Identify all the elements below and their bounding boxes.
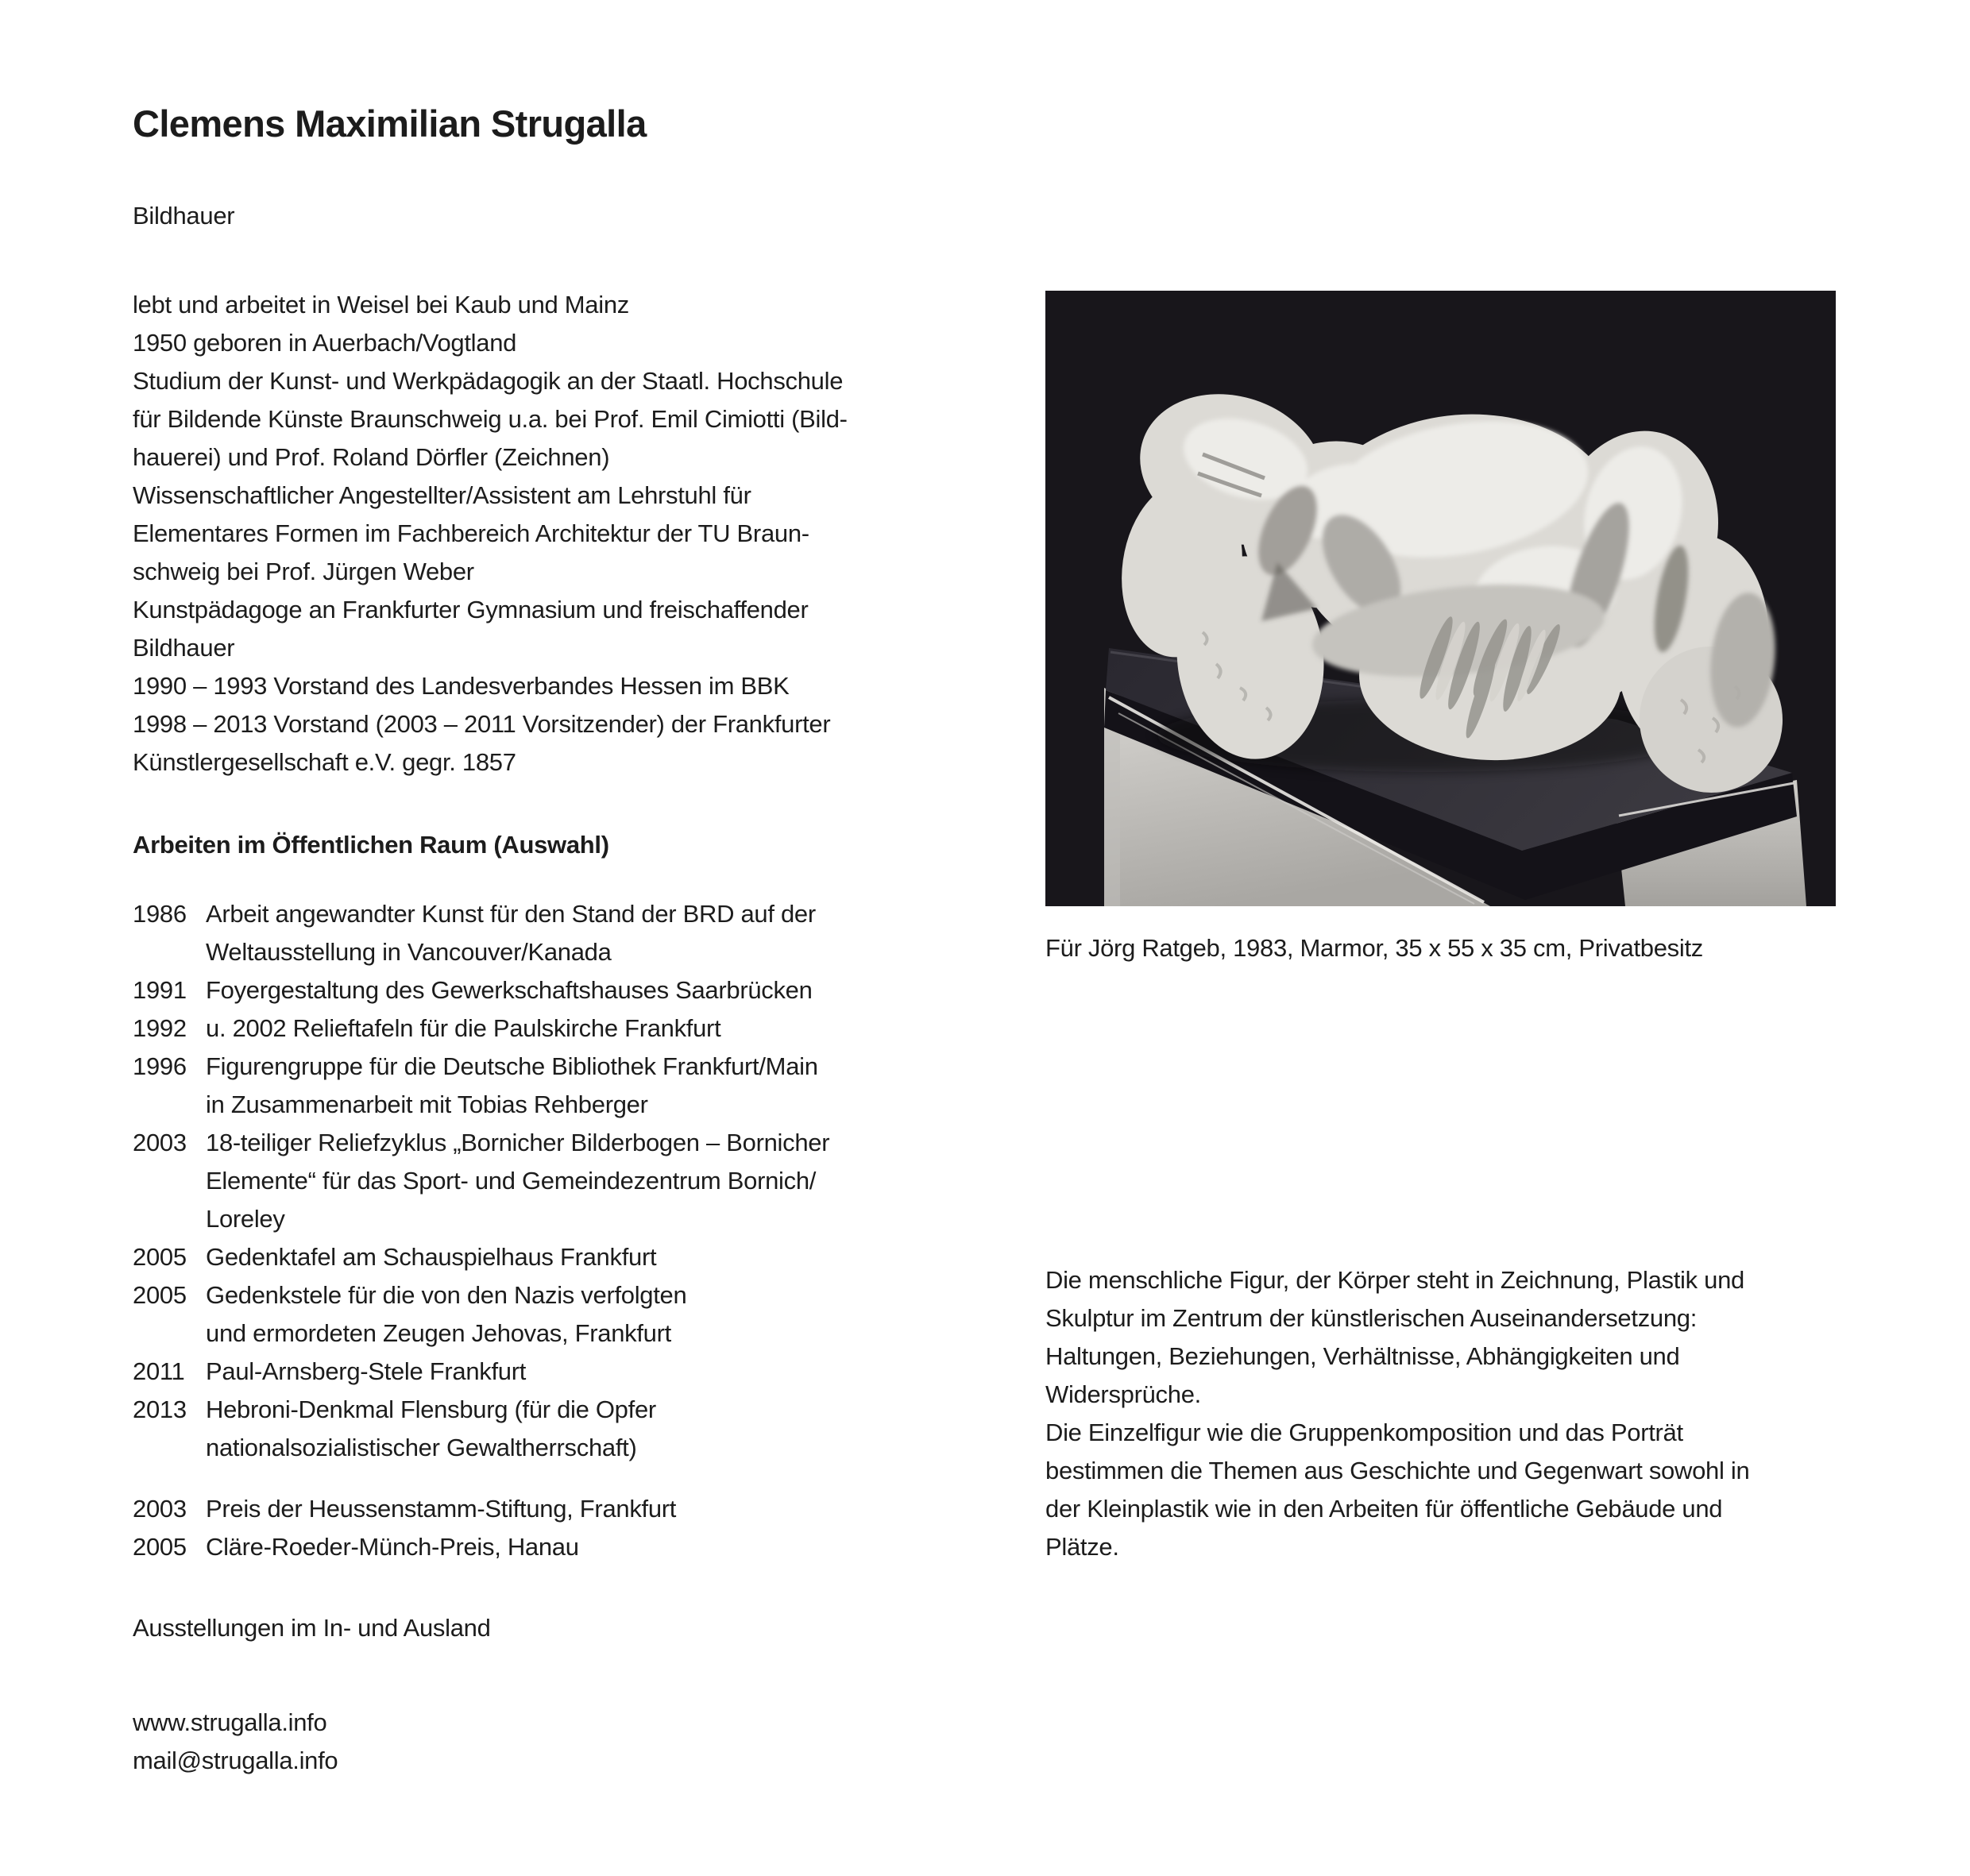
work-year: 1996 [133, 1052, 187, 1080]
award-text: Cläre-Roeder-Münch-Preis, Hanau [206, 1533, 579, 1561]
work-item [133, 1276, 829, 1353]
description-line: der Kleinplastik wie in den Arbeiten für öffentliche Gebäude und [1045, 1495, 1723, 1523]
work-year: 2013 [133, 1395, 187, 1423]
work-item [133, 1391, 829, 1467]
biography-section [133, 286, 848, 782]
description-line: Plätze. [1045, 1533, 1119, 1561]
work-year: 2011 [133, 1357, 185, 1385]
award-item [133, 1528, 676, 1566]
work-item [133, 1238, 829, 1276]
subtitle: Bildhauer [133, 202, 235, 230]
website-text: www.strugalla.info [133, 1708, 327, 1736]
page-title: Clemens Maximilian Strugalla [133, 102, 647, 145]
work-text: Paul-Arnsberg-Stele Frankfurt [206, 1357, 527, 1385]
description-line: Skulptur im Zentrum der künstlerischen Auseinandersetzung: [1045, 1304, 1698, 1332]
work-year: 1992 [133, 1014, 187, 1042]
bio-line: Studium der Kunst- und Werkpädagogik an der Staatl. Hochschule [133, 367, 844, 395]
exhibitions-note: Ausstellungen im In- und Ausland [133, 1614, 491, 1642]
bio-line: schweig bei Prof. Jürgen Weber [133, 558, 474, 585]
description-line: Die menschliche Figur, der Körper steht in Zeichnung, Plastik und [1045, 1266, 1744, 1294]
work-text: 18-teiliger Reliefzyklus „Bornicher Bilderbogen – Bornicher Elemente“ für das Sport- und Gemeindezentrum Bornich/ Loreley [206, 1129, 830, 1233]
bio-line: Bildhauer [133, 634, 235, 662]
work-item [133, 1009, 829, 1048]
bio-line: hauerei) und Prof. Roland Dörfler (Zeichnen) [133, 443, 610, 471]
work-item [133, 1048, 829, 1124]
description-line: Widersprüche. [1045, 1380, 1201, 1408]
description-section [1045, 1261, 1749, 1566]
bio-line: Wissenschaftlicher Angestellter/Assistent am Lehrstuhl für [133, 481, 751, 509]
work-item [133, 895, 829, 971]
work-text: Arbeit angewandter Kunst für den Stand der BRD auf der Weltausstellung in Vancouver/Kanada [206, 900, 816, 966]
award-item [133, 1490, 676, 1528]
work-item [133, 971, 829, 1009]
works-heading: Arbeiten im Öffentlichen Raum (Auswahl) [133, 831, 609, 859]
work-text: u. 2002 Relieftafeln für die Paulskirche Frankfurt [206, 1014, 721, 1042]
work-text: Foyergestaltung des Gewerkschaftshauses Saarbrücken [206, 976, 813, 1004]
bio-line: lebt und arbeitet in Weisel bei Kaub und Mainz [133, 291, 629, 318]
bio-line: 1998 – 2013 Vorstand (2003 – 2011 Vorsitzender) der Frankfurter [133, 710, 831, 738]
award-text: Preis der Heussenstamm-Stiftung, Frankfurt [206, 1495, 677, 1523]
works-list [133, 895, 829, 1467]
work-text: Gedenktafel am Schauspielhaus Frankfurt [206, 1243, 657, 1271]
work-year: 1986 [133, 900, 187, 928]
bio-line: 1990 – 1993 Vorstand des Landesverbandes Hessen im BBK [133, 672, 790, 700]
award-year: 2003 [133, 1495, 187, 1523]
bio-line: Elementares Formen im Fachbereich Architektur der TU Braun- [133, 519, 809, 547]
award-year: 2005 [133, 1533, 187, 1561]
sculpture-artwork [1045, 291, 1836, 906]
bio-line: Kunstpädagoge an Frankfurter Gymnasium und freischaffender [133, 596, 809, 623]
bio-line: 1950 geboren in Auerbach/Vogtland [133, 329, 517, 357]
awards-list [133, 1490, 676, 1566]
sculpture-photo [1045, 291, 1836, 906]
bio-line: für Bildende Künste Braunschweig u.a. bei Prof. Emil Cimiotti (Bild- [133, 405, 848, 433]
work-item [133, 1124, 829, 1238]
work-year: 1991 [133, 976, 187, 1004]
work-text: Figurengruppe für die Deutsche Bibliothek Frankfurt/Main in Zusammenarbeit mit Tobias Rehberger [206, 1052, 818, 1118]
description-line: bestimmen die Themen aus Geschichte und Gegenwart sowohl in [1045, 1457, 1750, 1484]
contact-block [133, 1704, 338, 1780]
bio-line: Künstlergesellschaft e.V. gegr. 1857 [133, 748, 516, 776]
work-item [133, 1353, 829, 1391]
description-line: Die Einzelfigur wie die Gruppenkomposition und das Porträt [1045, 1419, 1683, 1446]
work-year: 2005 [133, 1243, 187, 1271]
work-text: Hebroni-Denkmal Flensburg (für die Opfer nationalsozialistischer Gewaltherrschaft) [206, 1395, 656, 1461]
work-text: Gedenkstele für die von den Nazis verfolgten und ermordeten Zeugen Jehovas, Frankfurt [206, 1281, 687, 1347]
description-line: Haltungen, Beziehungen, Verhältnisse, Abhängigkeiten und [1045, 1342, 1680, 1370]
photo-caption: Für Jörg Ratgeb, 1983, Marmor, 35 x 55 x 35 cm, Privatbesitz [1045, 934, 1703, 962]
work-year: 2003 [133, 1129, 187, 1156]
email-text: mail@strugalla.info [133, 1747, 338, 1774]
work-year: 2005 [133, 1281, 187, 1309]
